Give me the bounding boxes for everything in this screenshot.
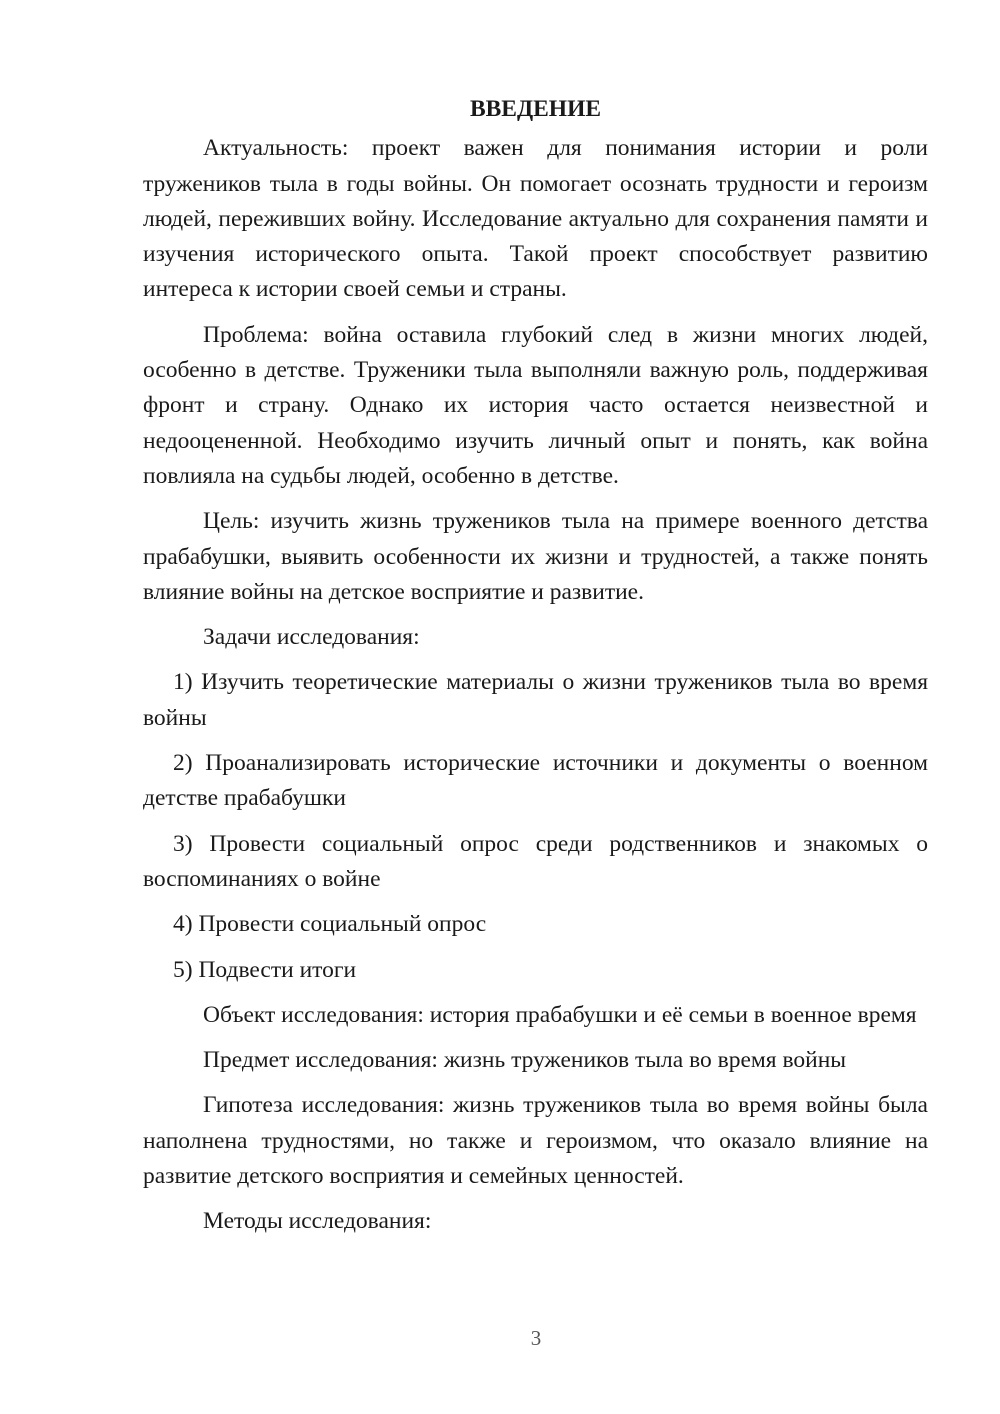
task-item-4: 4) Провести социальный опрос (173, 911, 487, 938)
document-page (143, 92, 928, 1250)
subject-paragraph: Предмет исследования: жизнь тружеников тыла во время войны (203, 1047, 847, 1074)
goal-paragraph: Цель: изучить жизнь тружеников тыла на примере военного детства прабабушки, выявить особенности их жизни и трудностей, а также понять влияние войны на детское восприятие и развитие. (143, 508, 928, 605)
page-number: 3 (530, 1326, 542, 1350)
methods-heading: Методы исследования: (203, 1208, 432, 1235)
problem-paragraph: Проблема: война оставила глубокий след в жизни многих людей, особенно в детстве. Труженики тыла выполняли важную роль, поддерживая фронт и страну. Однако их история часто остается неизвестной и недооцененной. Необходимо изучить личный опыт и понять, как война повлияла на судьбы людей, особенно в детстве. (143, 321, 928, 489)
task-item-1: 1) Изучить теоретические материалы о жизни тружеников тыла во время войны (143, 669, 928, 731)
task-item-3: 3) Провести социальный опрос среди родственников и знакомых о воспоминаниях о войне (143, 830, 928, 892)
task-item-2: 2) Проанализировать исторические источники и документы о военном детстве прабабушки (143, 750, 928, 812)
page-title: ВВЕДЕНИЕ (469, 96, 602, 122)
hypothesis-paragraph: Гипотеза исследования: жизнь тружеников тыла во время войны была наполнена трудностями, но также и героизмом, что оказало влияние на развитие детского восприятия и семейных ценностей. (143, 1092, 928, 1190)
object-paragraph: Объект исследования: история прабабушки и её семьи в военное время (203, 1001, 917, 1028)
relevance-paragraph: Актуальность: проект важен для понимания истории и роли тружеников тыла в годы войны. Он помогает осознать трудности и героизм людей, переживших войну. Исследование актуально для сохранения памяти и изучения исторического опыта. Такой проект способствует развитию интереса к истории своей семьи и страны. (143, 135, 928, 303)
tasks-heading: Задачи исследования: (203, 624, 420, 651)
task-item-5: 5) Подвести итоги (173, 956, 357, 983)
